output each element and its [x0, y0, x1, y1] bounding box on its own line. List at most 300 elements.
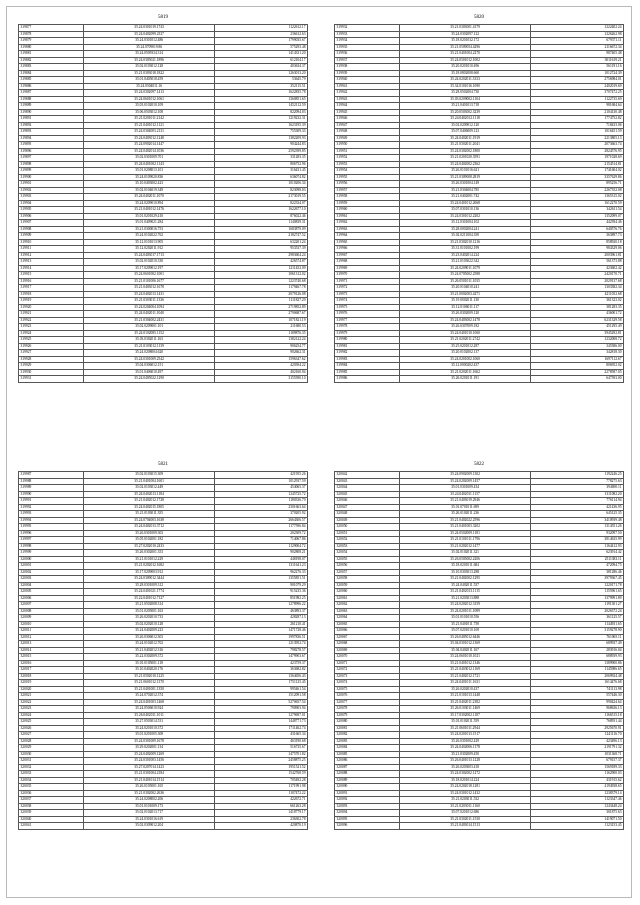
- value-cell: 3159278.90: [531, 628, 624, 635]
- value-cell: 448198.07: [215, 556, 308, 563]
- cadastral-code-cell: 35.26.0202010.733: [83, 615, 214, 622]
- cadastral-code-cell: 35.24.0209011.1079: [399, 265, 530, 272]
- cadastral-code-cell: 35.17.0209003.912: [83, 569, 214, 576]
- cadastral-code-cell: 35.26.0402011.1011: [83, 712, 214, 719]
- parcel-id-cell: 320086: [335, 758, 400, 765]
- parcel-id-cell: 319953: [335, 161, 400, 168]
- value-cell: 2026372.24: [531, 608, 624, 615]
- cadastral-code-cell: 35.27.0202010.2433: [83, 543, 214, 550]
- parcel-id-cell: 320074: [335, 680, 400, 687]
- value-cell: 755309.33: [215, 129, 308, 136]
- cadastral-code-cell: 35.24.0601002.1001: [83, 272, 214, 279]
- value-cell: 1123153.45: [531, 823, 624, 830]
- parcel-id-cell: 319885: [19, 77, 84, 84]
- value-cell: 761065.11: [531, 634, 624, 641]
- parcel-id-cell: 319878: [19, 31, 84, 38]
- value-cell: 3707472.25: [531, 90, 624, 97]
- cadastral-code-cell: 35.28.0502004.730: [399, 90, 530, 97]
- cadastral-code-cell: 35.24.0509334.314: [83, 51, 214, 58]
- cadastral-code-cell: 35.02.0301009.701: [83, 155, 214, 162]
- parcel-id-cell: 319897: [19, 155, 84, 162]
- parcel-id-cell: 320041: [19, 823, 84, 830]
- parcel-id-cell: 319887: [19, 90, 84, 97]
- value-cell: 741113.98: [531, 686, 624, 693]
- value-cell: 575293.48: [215, 44, 308, 51]
- cadastral-code-cell: 35.24.0402009.1269: [83, 751, 214, 758]
- parcel-id-cell: 319957: [335, 187, 400, 194]
- value-cell: 714067.86: [215, 537, 308, 544]
- value-cell: 352115.51: [215, 83, 308, 90]
- parcel-id-cell: 320038: [19, 803, 84, 810]
- cadastral-code-cell: 35.01.0101009.173: [83, 803, 214, 810]
- parcel-id-cell: 320024: [19, 712, 84, 719]
- cadastral-code-cell: 35.24.0402011.537: [399, 582, 530, 589]
- value-cell: 361125.57: [531, 615, 624, 622]
- cadastral-code-cell: 35.21.0401013.718: [399, 103, 530, 110]
- parcel-id-cell: 320048: [335, 511, 400, 518]
- cadastral-code-cell: 35.24.0402011.1040: [83, 311, 214, 318]
- cadastral-code-cell: 35.26.0302001.353: [83, 550, 214, 557]
- cadastral-code-cell: 35.21.0401014.1514: [83, 777, 214, 784]
- parcel-id-cell: 319955: [335, 174, 400, 181]
- value-cell: 2756984.01: [531, 77, 624, 84]
- cadastral-code-cell: 35.21.0401011.758: [399, 621, 530, 628]
- cadastral-code-cell: 35.17.0302002.1187: [399, 712, 530, 719]
- cadastral-code-cell: 35.24.0202012.3159: [399, 602, 530, 609]
- value-cell: 5270657.54: [215, 699, 308, 706]
- value-cell: 962276.33: [215, 569, 308, 576]
- value-cell: 342611.54: [531, 207, 624, 214]
- cadastral-code-cell: 35.18.0201014.224: [399, 777, 530, 784]
- value-cell: 2154514.81: [531, 161, 624, 168]
- parcel-id-cell: 320064: [335, 615, 400, 622]
- parcel-id-cell: 319919: [19, 298, 84, 305]
- parcel-id-cell: 319999: [19, 550, 84, 557]
- value-cell: 2079126.08: [215, 291, 308, 298]
- cadastral-code-cell: 35.26.0501011.1035: [399, 278, 530, 285]
- cadastral-code-cell: 35.24.0202009.1457: [399, 478, 530, 485]
- parcel-id-cell: 319916: [19, 278, 84, 285]
- parcel-id-cell: 320047: [335, 504, 400, 511]
- cadastral-code-cell: 35.21.0309008.2819: [399, 174, 530, 181]
- cadastral-code-cell: 35.21.0402001.742: [399, 194, 530, 201]
- value-cell: 1364656.43: [215, 673, 308, 680]
- value-cell: 431915.62: [531, 777, 624, 784]
- parcel-id-cell: 320093: [335, 803, 400, 810]
- value-cell: 1031368.71: [531, 751, 624, 758]
- cadastral-code-cell: 35.26.0301009.303: [83, 530, 214, 537]
- cadastral-code-cell: 35.02.0209012.120: [399, 122, 530, 129]
- cadastral-code-cell: 35.24.0702012.374: [83, 693, 214, 700]
- cadastral-code-cell: 35.24.0403002.1478: [399, 317, 530, 324]
- cadastral-code-cell: 35.24.0301009.2542: [83, 356, 214, 363]
- value-cell: 2116672.34: [531, 44, 624, 51]
- parcel-id-cell: 319954: [335, 168, 400, 175]
- cadastral-code-cell: 35.24.0301012.1432: [399, 790, 530, 797]
- parcel-id-cell: 319965: [335, 239, 400, 246]
- parcel-id-cell: 319945: [335, 109, 400, 116]
- value-cell: 420394.22: [215, 363, 308, 370]
- parcel-id-cell: 319990: [19, 491, 84, 498]
- value-cell: 420870.19: [215, 823, 308, 830]
- cadastral-code-cell: 35.26.0201011.191: [399, 376, 530, 383]
- parcel-id-cell: 319923: [19, 324, 84, 331]
- parcel-id-cell: 319915: [19, 272, 84, 279]
- parcel-id-cell: 320094: [335, 810, 400, 817]
- cadastral-code-cell: 35.01.0406010.497: [83, 369, 214, 376]
- cadastral-code-cell: 35.24.0401021.1774: [83, 589, 214, 596]
- cadastral-code-cell: 35.24.0401011.1631: [399, 680, 530, 687]
- value-cell: 915235.36: [215, 589, 308, 596]
- cadastral-code-cell: 35.24.0402013.1184: [83, 491, 214, 498]
- cadastral-code-cell: 35.24.0301009.1678: [83, 738, 214, 745]
- cadastral-code-cell: 35.21.0101012.229: [83, 556, 214, 563]
- parcel-id-cell: 320023: [19, 706, 84, 713]
- value-cell: 1799035.67: [215, 38, 308, 45]
- parcel-id-cell: 319928: [19, 356, 84, 363]
- value-cell: 2458875.25: [215, 758, 308, 765]
- parcel-id-cell: 320073: [335, 673, 400, 680]
- parcel-id-cell: 319933: [335, 31, 400, 38]
- value-cell: 1140839.31: [215, 220, 308, 227]
- value-cell: 1622677.10: [215, 207, 308, 214]
- value-cell: 2173019.55: [215, 194, 308, 201]
- value-cell: 1612270.59: [531, 200, 624, 207]
- value-cell: 463190.68: [215, 738, 308, 745]
- value-cell: 822094.03: [215, 109, 308, 116]
- cadastral-code-cell: 35.18.0201032.172: [399, 38, 530, 45]
- value-cell: 968636.13: [531, 706, 624, 713]
- cadastral-code-cell: 35.24.0401010.1060: [399, 330, 530, 337]
- cadastral-code-cell: 35.21.0403012.1678: [83, 285, 214, 292]
- value-cell: 718433.06: [531, 122, 624, 129]
- cadastral-code-cell: 35.01.0101010.556: [399, 615, 530, 622]
- value-cell: 1623195.39: [215, 122, 308, 129]
- cadastral-code-cell: 35.21.0302009.450: [399, 751, 530, 758]
- cadastral-code-cell: 35.24.0201010.372: [83, 725, 214, 732]
- parcel-id-cell: 319910: [19, 239, 84, 246]
- cadastral-code-cell: 35.07.0201012.686: [399, 810, 530, 817]
- parcel-id-cell: 320008: [19, 608, 84, 615]
- value-cell: 1166515.18: [531, 712, 624, 719]
- parcel-id-cell: 319942: [335, 90, 400, 97]
- parcel-id-cell: 319931: [19, 376, 84, 383]
- parcel-id-cell: 319894: [19, 135, 84, 142]
- value-cell: 1596347.62: [215, 356, 308, 363]
- cadastral-code-cell: 35.02.0211004.358: [399, 233, 530, 240]
- cadastral-code-cell: 35.24.0208002.206: [83, 797, 214, 804]
- cadastral-code-cell: 35.26.0301004.149: [399, 181, 530, 188]
- parcel-id-cell: 319926: [19, 343, 84, 350]
- value-cell: 1107472.22: [215, 790, 308, 797]
- cadastral-code-cell: 35.24.0402014.1036: [83, 148, 214, 155]
- value-cell: 561191.16: [531, 64, 624, 71]
- parcel-id-cell: 320014: [19, 647, 84, 654]
- parcel-id-cell: 319935: [335, 44, 400, 51]
- value-cell: 2719852.89: [215, 304, 308, 311]
- parcel-id-cell: 319986: [335, 376, 400, 383]
- value-cell: 1418779.17: [215, 810, 308, 817]
- parcel-id-cell: 319886: [19, 83, 84, 90]
- value-cell: 4211052.68: [531, 291, 624, 298]
- cadastral-code-cell: 35.24.0705002.2588: [399, 272, 530, 279]
- cadastral-code-cell: 35.10.0403002.423: [83, 181, 214, 188]
- parcel-id-cell: 320026: [19, 725, 84, 732]
- cadastral-code-cell: 35.21.0304002.2431: [83, 317, 214, 324]
- value-cell: 2278587.05: [531, 369, 624, 376]
- cadastral-code-cell: 35.24.0403017.1713: [83, 252, 214, 259]
- parcel-id-cell: 319997: [19, 537, 84, 544]
- value-cell: 1189876.35: [215, 330, 308, 337]
- parcel-id-cell: 319993: [19, 511, 84, 518]
- cadastral-code-cell: 35.22.0401012.7127: [83, 595, 214, 602]
- value-cell: 1711462.74: [215, 725, 308, 732]
- value-cell: 1971028.69: [531, 155, 624, 162]
- value-cell: 895256.71: [531, 181, 624, 188]
- cadastral-code-cell: 35.21.0302010.1216: [399, 239, 530, 246]
- parcel-id-cell: 319884: [19, 70, 84, 77]
- cadastral-code-cell: 35.21.0202011.1662: [399, 369, 530, 376]
- cadastral-code-cell: 35.26.0401013.1228: [399, 758, 530, 765]
- cadastral-code-cell: 35.19.0002011.130: [399, 298, 530, 305]
- value-cell: 1471728.46: [215, 628, 308, 635]
- value-cell: 1360851.65: [215, 96, 308, 103]
- parcel-id-cell: 319882: [19, 57, 84, 64]
- value-cell: 612104.17: [215, 57, 308, 64]
- parcel-id-cell: 319899: [19, 168, 84, 175]
- value-cell: 1219232.31: [215, 116, 308, 123]
- cadastral-code-cell: 35.21.0201020.3591: [399, 155, 530, 162]
- parcel-id-cell: 320075: [335, 686, 400, 693]
- cadastral-code-cell: 35.24.0403012.1248: [83, 135, 214, 142]
- parcel-id-cell: 320089: [335, 777, 400, 784]
- value-cell: 394690.11: [531, 485, 624, 492]
- cadastral-code-cell: 35.23.0402014.224: [399, 252, 530, 259]
- parcel-id-cell: 320065: [335, 621, 400, 628]
- parcel-id-cell: 320001: [19, 563, 84, 570]
- value-cell: 331283.35: [215, 155, 308, 162]
- parcel-id-cell: 319911: [19, 246, 84, 253]
- value-cell: 2664306.57: [215, 517, 308, 524]
- parcel-id-cell: 320077: [335, 699, 400, 706]
- cadastral-code-cell: 35.03.0102010.109: [83, 103, 214, 110]
- parcel-id-cell: 320057: [335, 569, 400, 576]
- value-cell: 2069924.48: [531, 673, 624, 680]
- value-cell: 906254.77: [215, 343, 308, 350]
- cadastral-code-cell: 35.26.0405012.6446: [399, 634, 530, 641]
- parcel-id-cell: 319938: [335, 64, 400, 71]
- parcel-id-cell: 320066: [335, 628, 400, 635]
- cadastral-code-cell: 35.24.0601012.1061: [83, 96, 214, 103]
- cadastral-code-cell: 35.21.0303001.4179: [399, 25, 530, 32]
- parcel-id-cell: 320056: [335, 563, 400, 570]
- parcel-id-cell: 319988: [19, 478, 84, 485]
- parcel-id-cell: 319995: [19, 524, 84, 531]
- parcel-id-cell: 319984: [335, 363, 400, 370]
- parcel-id-cell: 320036: [19, 790, 84, 797]
- parcel-id-cell: 319893: [19, 129, 84, 136]
- parcel-id-cell: 319943: [335, 96, 400, 103]
- parcel-id-cell: 320062: [335, 602, 400, 609]
- cadastral-code-cell: 35.24.0506010.924: [83, 706, 214, 713]
- cadastral-code-cell: 35.18.0802008.660: [399, 70, 530, 77]
- table-panel-5822: [334, 461, 624, 830]
- data-table: [18, 24, 308, 383]
- table-row: [19, 376, 308, 383]
- table-row: [335, 823, 624, 830]
- value-cell: 381286.46: [531, 569, 624, 576]
- value-cell: 1111827.29: [215, 298, 308, 305]
- cadastral-code-cell: 35.26.0101016.621: [399, 168, 530, 175]
- value-cell: 361323.02: [531, 298, 624, 305]
- parcel-id-cell: 319940: [335, 77, 400, 84]
- value-cell: 981684.64: [531, 103, 624, 110]
- parcel-id-cell: 319969: [335, 265, 400, 272]
- cadastral-code-cell: 35.02.0103012.449: [83, 485, 214, 492]
- cadastral-code-cell: 35.04.0306012.151: [83, 363, 214, 370]
- parcel-id-cell: 319925: [19, 337, 84, 344]
- parcel-id-cell: 320080: [335, 719, 400, 726]
- value-cell: 402160.94: [215, 369, 308, 376]
- parcel-id-cell: 320060: [335, 589, 400, 596]
- cadastral-code-cell: 35.01.0301009.434: [399, 485, 530, 492]
- parcel-id-cell: 320004: [19, 582, 84, 589]
- value-cell: 2213805.13: [531, 135, 624, 142]
- value-cell: 689937.49: [531, 641, 624, 648]
- value-cell: 1122612.17: [215, 25, 308, 32]
- value-cell: 1512091.58: [215, 693, 308, 700]
- value-cell: 647393.00: [531, 376, 624, 383]
- parcel-id-cell: 320022: [19, 699, 84, 706]
- value-cell: 3155390.10: [215, 376, 308, 383]
- parcel-id-cell: 320059: [335, 582, 400, 589]
- value-cell: 202309.72: [215, 530, 308, 537]
- parcel-id-cell: 319912: [19, 252, 84, 259]
- cadastral-code-cell: 35.07.0301010.136: [399, 207, 530, 214]
- value-cell: 1278996.22: [215, 602, 308, 609]
- value-cell: 1145986.65: [531, 667, 624, 674]
- value-cell: 2003961.81: [531, 252, 624, 259]
- value-cell: 2267352.08: [531, 187, 624, 194]
- parcel-id-cell: 319949: [335, 135, 400, 142]
- parcel-id-cell: 320054: [335, 550, 400, 557]
- parcel-id-cell: 320070: [335, 654, 400, 661]
- parcel-id-cell: 320063: [335, 608, 400, 615]
- value-cell: 806952.02: [531, 363, 624, 370]
- value-cell: 1220171.78: [531, 582, 624, 589]
- parcel-id-cell: 319914: [19, 265, 84, 272]
- parcel-id-cell: 320049: [335, 517, 400, 524]
- value-cell: 363897.73: [531, 233, 624, 240]
- parcel-id-cell: 319930: [19, 369, 84, 376]
- parcel-id-cell: 320040: [19, 816, 84, 823]
- value-cell: 798278.57: [215, 647, 308, 654]
- value-cell: 1448771.73: [215, 719, 308, 726]
- cadastral-code-cell: 35.21.0402011.2382: [399, 699, 530, 706]
- value-cell: 2402019.69: [531, 83, 624, 90]
- cadastral-code-cell: 35.24.0301003.1456: [83, 758, 214, 765]
- parcel-id-cell: 319978: [335, 324, 400, 331]
- cadastral-code-cell: 35.21.0402012.1721: [399, 673, 530, 680]
- table-row: [335, 376, 624, 383]
- cadastral-code-cell: 35.24.0502009.1181: [399, 530, 530, 537]
- cadastral-code-cell: 35.24.0204004.1094: [83, 304, 214, 311]
- value-cell: 858920.18: [531, 239, 624, 246]
- value-cell: 370205.92: [215, 511, 308, 518]
- value-cell: 661263.28: [215, 803, 308, 810]
- value-cell: 2182747.52: [215, 233, 308, 240]
- cadastral-code-cell: 35.04.0402011.167: [399, 647, 530, 654]
- value-cell: 1569189.33: [531, 764, 624, 771]
- cadastral-code-cell: 35.22.0302009.372: [83, 654, 214, 661]
- parcel-id-cell: 319985: [335, 369, 400, 376]
- cadastral-code-cell: 35.26.0302009.120: [399, 311, 530, 318]
- value-cell: 516735.67: [215, 745, 308, 752]
- value-cell: 3410939.48: [531, 517, 624, 524]
- value-cell: 1751125.45: [215, 680, 308, 687]
- parcel-id-cell: 320016: [19, 660, 84, 667]
- parcel-id-cell: 319982: [335, 350, 400, 357]
- value-cell: 1279697.01: [215, 712, 308, 719]
- value-cell: 1226262.98: [531, 31, 624, 38]
- parcel-id-cell: 319977: [335, 317, 400, 324]
- parcel-id-cell: 319941: [335, 83, 400, 90]
- parcel-id-cell: 319946: [335, 116, 400, 123]
- cadastral-code-cell: 35.07.0201010.169: [399, 628, 530, 635]
- cadastral-code-cell: 35.02.0102010.330: [83, 259, 214, 266]
- parcel-id-cell: 320085: [335, 751, 400, 758]
- parcel-id-cell: 320030: [19, 751, 84, 758]
- value-cell: 3814635.99: [531, 537, 624, 544]
- value-cell: 778275.63: [531, 478, 624, 485]
- cadastral-code-cell: 35.01.0208013.101: [83, 168, 214, 175]
- parcel-id-cell: 319991: [19, 498, 84, 505]
- cadastral-code-cell: 35.03.0209002.1104: [399, 96, 530, 103]
- parcel-id-cell: 319971: [335, 278, 400, 285]
- parcel-id-cell: 320013: [19, 641, 84, 648]
- cadastral-code-cell: 35.21.0002003.4271: [399, 291, 530, 298]
- value-cell: 984329.06: [531, 246, 624, 253]
- parcel-id-cell: 319980: [335, 337, 400, 344]
- parcel-id-cell: 320039: [19, 810, 84, 817]
- value-cell: 1997836.51: [215, 634, 308, 641]
- parcel-id-cell: 319961: [335, 213, 400, 220]
- value-cell: 1129004.72: [215, 543, 308, 550]
- value-cell: 2925670.91: [531, 725, 624, 732]
- parcel-id-cell: 319903: [19, 194, 84, 201]
- cadastral-code-cell: 35.21.0304004.785: [399, 187, 530, 194]
- value-cell: 381283.35: [531, 304, 624, 311]
- parcel-id-cell: 319966: [335, 246, 400, 253]
- parcel-id-cell: 319958: [335, 194, 400, 201]
- value-cell: 2029137.68: [531, 278, 624, 285]
- parcel-id-cell: 320095: [335, 816, 400, 823]
- cadastral-code-cell: 35.27.0207014.1423: [83, 764, 214, 771]
- cadastral-code-cell: 35.21.0101006.1677: [83, 278, 214, 285]
- parcel-id-cell: 319979: [335, 330, 400, 337]
- parcel-id-cell: 320081: [335, 725, 400, 732]
- parcel-id-cell: 320005: [19, 589, 84, 596]
- value-cell: 806752.96: [215, 161, 308, 168]
- value-cell: 421955.26: [215, 472, 308, 479]
- value-cell: 422672.71: [215, 797, 308, 804]
- cadastral-code-cell: 35.21.0401004.2270: [399, 51, 530, 58]
- cadastral-code-cell: 35.24.0202011.3333: [399, 77, 530, 84]
- cadastral-code-cell: 35.21.0402013.1115: [399, 589, 530, 596]
- cadastral-code-cell: 35.24.0402011.1070: [83, 194, 214, 201]
- value-cell: 902808.21: [215, 550, 308, 557]
- value-cell: 211680.53: [215, 324, 308, 331]
